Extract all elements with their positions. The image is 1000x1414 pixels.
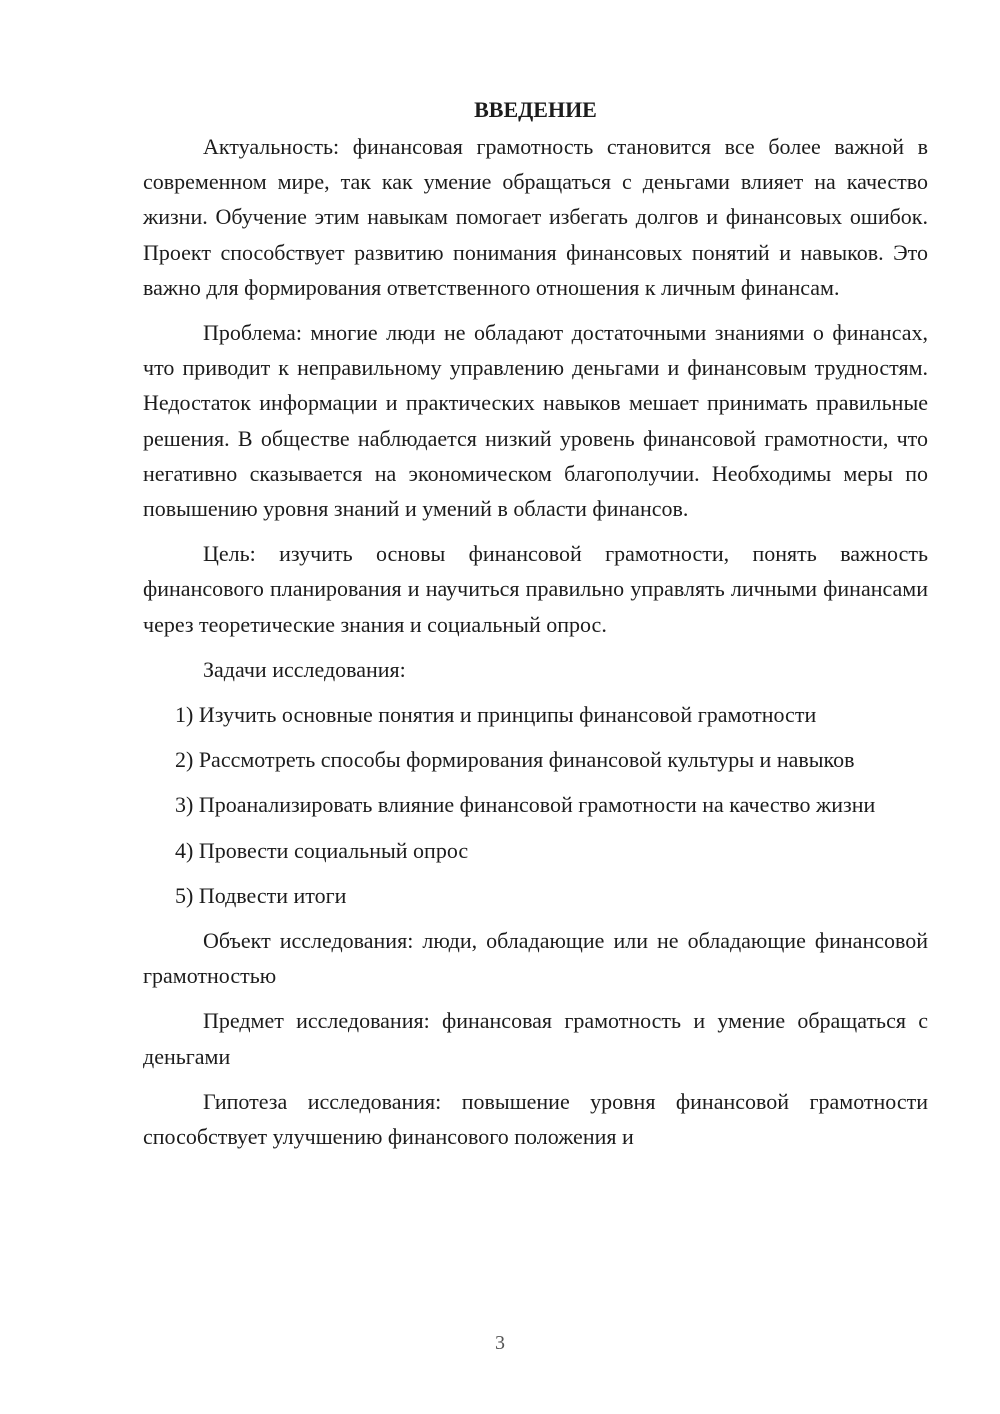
tasks-list <box>143 697 928 913</box>
document-page <box>143 92 928 1164</box>
task-item-2: 2) Рассмотреть способы формирования финансовой культуры и навыков <box>175 747 855 773</box>
tasks-heading: Задачи исследования: <box>203 656 406 682</box>
document-title: ВВЕДЕНИЕ <box>474 97 597 122</box>
task-item-1: 1) Изучить основные понятия и принципы финансовой грамотности <box>175 702 817 728</box>
object-paragraph: Объект исследования: люди, обладающие или не обладающие финансовой грамотностью <box>143 928 928 989</box>
goal-paragraph: Цель: изучить основы финансовой грамотности, понять важность финансового планирования и научиться правильно управлять личными финансами через теоретические знания и социальный опрос. <box>143 541 928 637</box>
relevance-paragraph: Актуальность: финансовая грамотность становится все более важной в современном мире, так как умение обращаться с деньгами влияет на качество жизни. Обучение этим навыкам помогает избегать долгов и финансовых ошибок. Проект способствует развитию понимания финансовых понятий и навыков. Это важно для формирования ответственного отношения к личным финансам. <box>143 134 928 300</box>
task-item-3: 3) Проанализировать влияние финансовой грамотности на качество жизни <box>175 792 876 818</box>
page-number: 3 <box>495 1332 505 1354</box>
hypothesis-paragraph: Гипотеза исследования: повышение уровня финансовой грамотности способствует улучшению финансового положения и <box>143 1088 928 1150</box>
problem-paragraph: Проблема: многие люди не обладают достаточными знаниями о финансах, что приводит к неправильному управлению деньгами и финансовым трудностям. Недостаток информации и практических навыков мешает принимать правильные решения. В обществе наблюдается низкий уровень финансовой грамотности, что негативно сказывается на экономическом благополучии. Необходимы меры по повышению уровня знаний и умений в области финансов. <box>143 320 928 522</box>
task-item-4: 4) Провести социальный опрос <box>175 837 469 863</box>
subject-paragraph: Предмет исследования: финансовая грамотность и умение обращаться с деньгами <box>143 1008 928 1069</box>
task-item-5: 5) Подвести итоги <box>175 882 347 908</box>
